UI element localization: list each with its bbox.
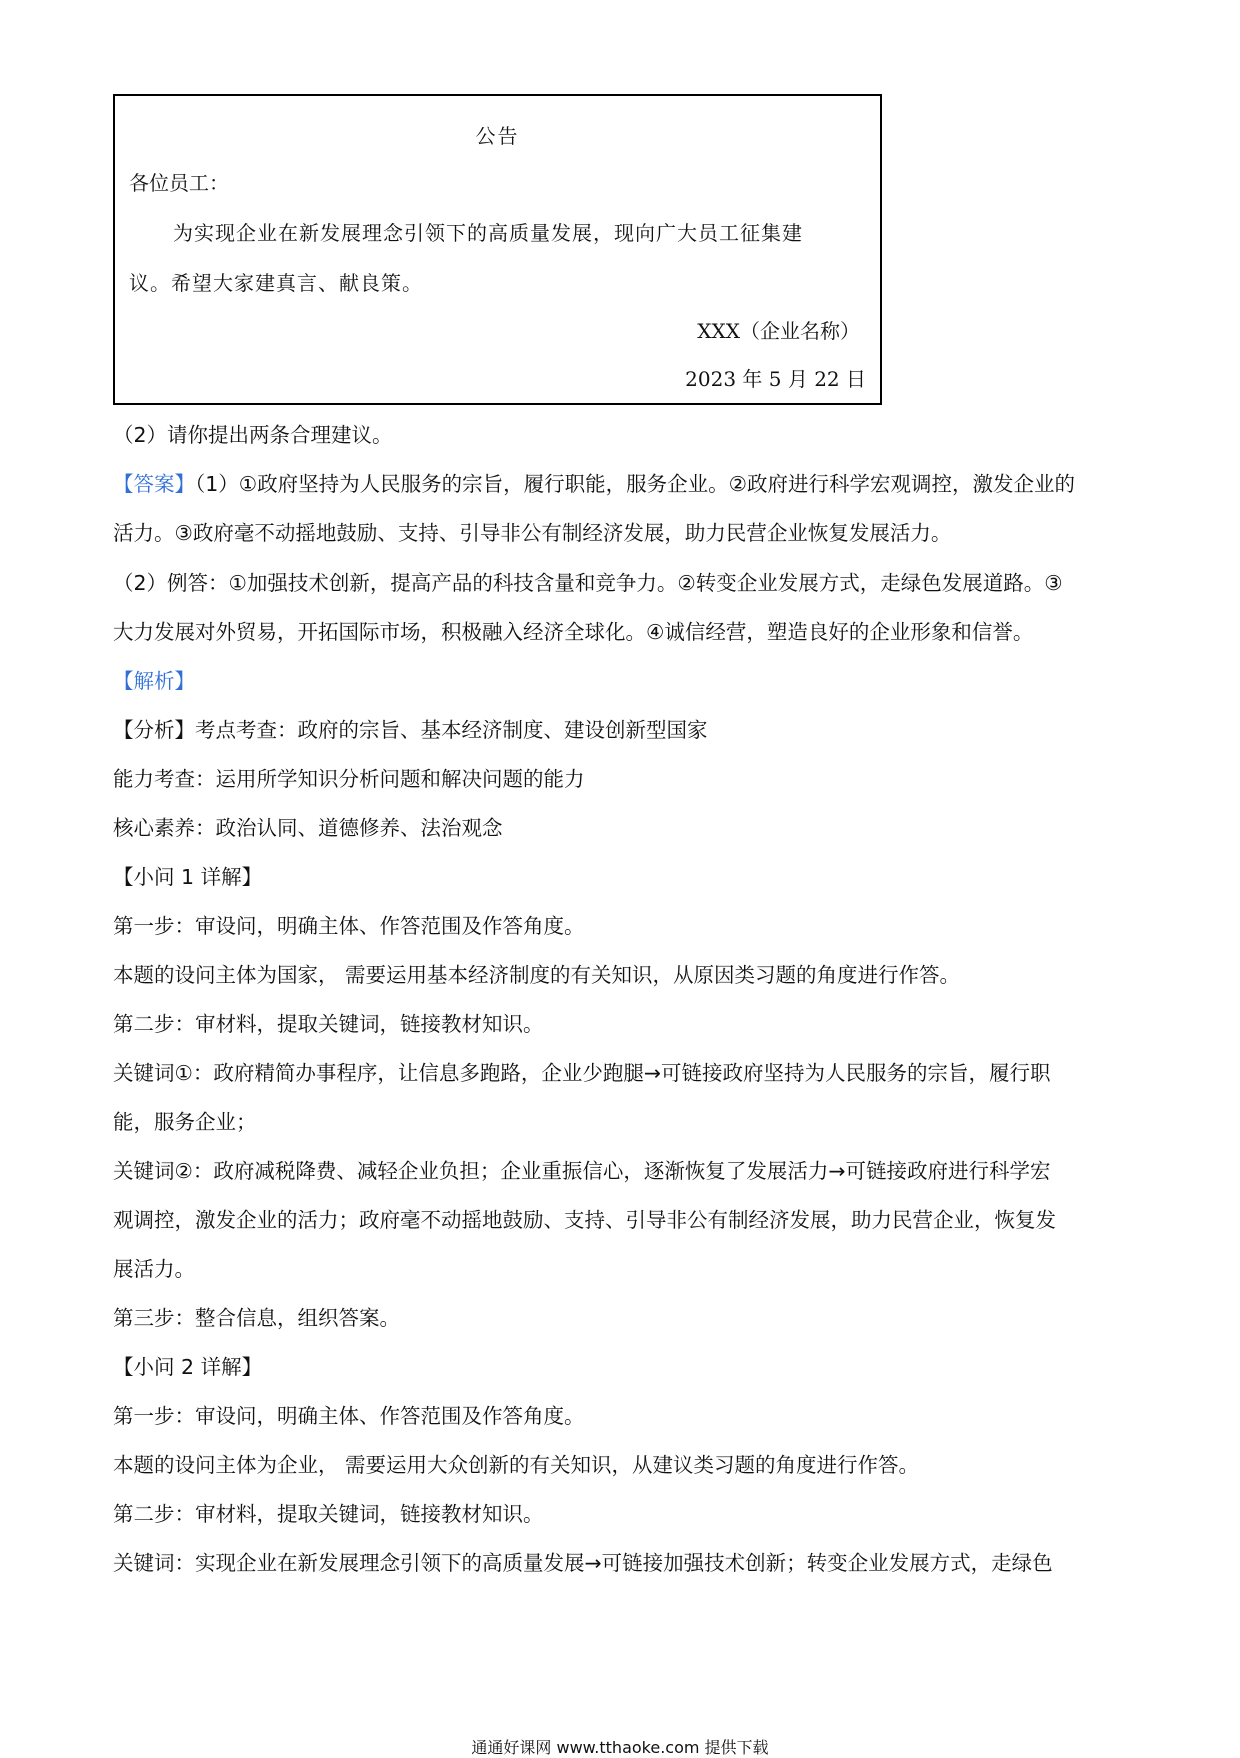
q1-keyword1-line2: 能，服务企业；: [113, 1110, 257, 1134]
q1-step2: 第二步：审材料，提取关键词，链接教材知识。: [113, 1012, 544, 1036]
q1-keyword2-line3: 展活力。: [113, 1257, 195, 1281]
answer-p1-line2: 活力。③政府毫不动摇地鼓励、支持、引导非公有制经济发展，助力民营企业恢复发展活力。: [113, 521, 952, 545]
notice-body-line2: 议。希望大家建真言、献良策。: [129, 271, 423, 295]
notice-box: [113, 94, 882, 405]
notice-title: 公告: [475, 124, 520, 148]
q1-keyword1-line1: 关键词①：政府精简办事程序，让信息多跑路，企业少跑腿→可链接政府坚持为人民服务的宗旨，履行职: [113, 1061, 1051, 1085]
analysis-ability: 能力考查：运用所学知识分析问题和解决问题的能力: [113, 767, 585, 791]
notice-greeting: 各位员工：: [129, 171, 229, 195]
answer-p1-line1: （1）①政府坚持为人民服务的宗旨，履行职能，服务企业。②政府进行科学宏观调控，激发企业的: [195, 472, 1076, 496]
q1-step3: 第三步：整合信息，组织答案。: [113, 1306, 400, 1330]
q1-heading: 【小问 1 详解】: [113, 865, 263, 889]
answer-label: 【答案】: [113, 472, 195, 496]
answer-line-1: [113, 467, 1075, 497]
notice-date: 2023 年 5 月 22 日: [685, 367, 866, 391]
q1-step1: 第一步：审设问，明确主体、作答范围及作答角度。: [113, 914, 585, 938]
analysis-fenxi: 【分析】考点考查：政府的宗旨、基本经济制度、建设创新型国家: [113, 718, 708, 742]
question-2: （2）请你提出两条合理建议。: [113, 423, 393, 447]
q2-step1: 第一步：审设问，明确主体、作答范围及作答角度。: [113, 1404, 585, 1428]
q1-keyword2-line2: 观调控，激发企业的活力；政府毫不动摇地鼓励、支持、引导非公有制经济发展，助力民营企业，恢复发: [113, 1208, 1056, 1232]
analysis-literacy: 核心素养：政治认同、道德修养、法治观念: [113, 816, 503, 840]
analysis-label: 【解析】: [113, 669, 195, 693]
q1-keyword2-line1: 关键词②：政府减税降费、减轻企业负担；企业重振信心，逐渐恢复了发展活力→可链接政府进行科学宏: [113, 1159, 1051, 1183]
q2-step2: 第二步：审材料，提取关键词，链接教材知识。: [113, 1502, 544, 1526]
notice-signature: XXX（企业名称）: [697, 319, 860, 343]
q2-subject: 本题的设问主体为企业， 需要运用大众创新的有关知识，从建议类习题的角度进行作答。: [113, 1453, 920, 1477]
answer-p2-line1: （2）例答：①加强技术创新，提高产品的科技含量和竞争力。②转变企业发展方式，走绿色发展道路。③: [113, 571, 1063, 595]
q1-subject: 本题的设问主体为国家， 需要运用基本经济制度的有关知识，从原因类习题的角度进行作答。: [113, 963, 961, 987]
page-footer: 通通好课网 www.tthaoke.com 提供下载: [471, 1738, 769, 1757]
q2-heading: 【小问 2 详解】: [113, 1355, 263, 1379]
answer-p2-line2: 大力发展对外贸易，开拓国际市场，积极融入经济全球化。④诚信经营，塑造良好的企业形象和信誉。: [113, 620, 1034, 644]
notice-body-line1: 为实现企业在新发展理念引领下的高质量发展，现向广大员工征集建: [173, 221, 803, 245]
q2-keyword: 关键词：实现企业在新发展理念引领下的高质量发展→可链接加强技术创新；转变企业发展方式，走绿色: [113, 1551, 1053, 1575]
